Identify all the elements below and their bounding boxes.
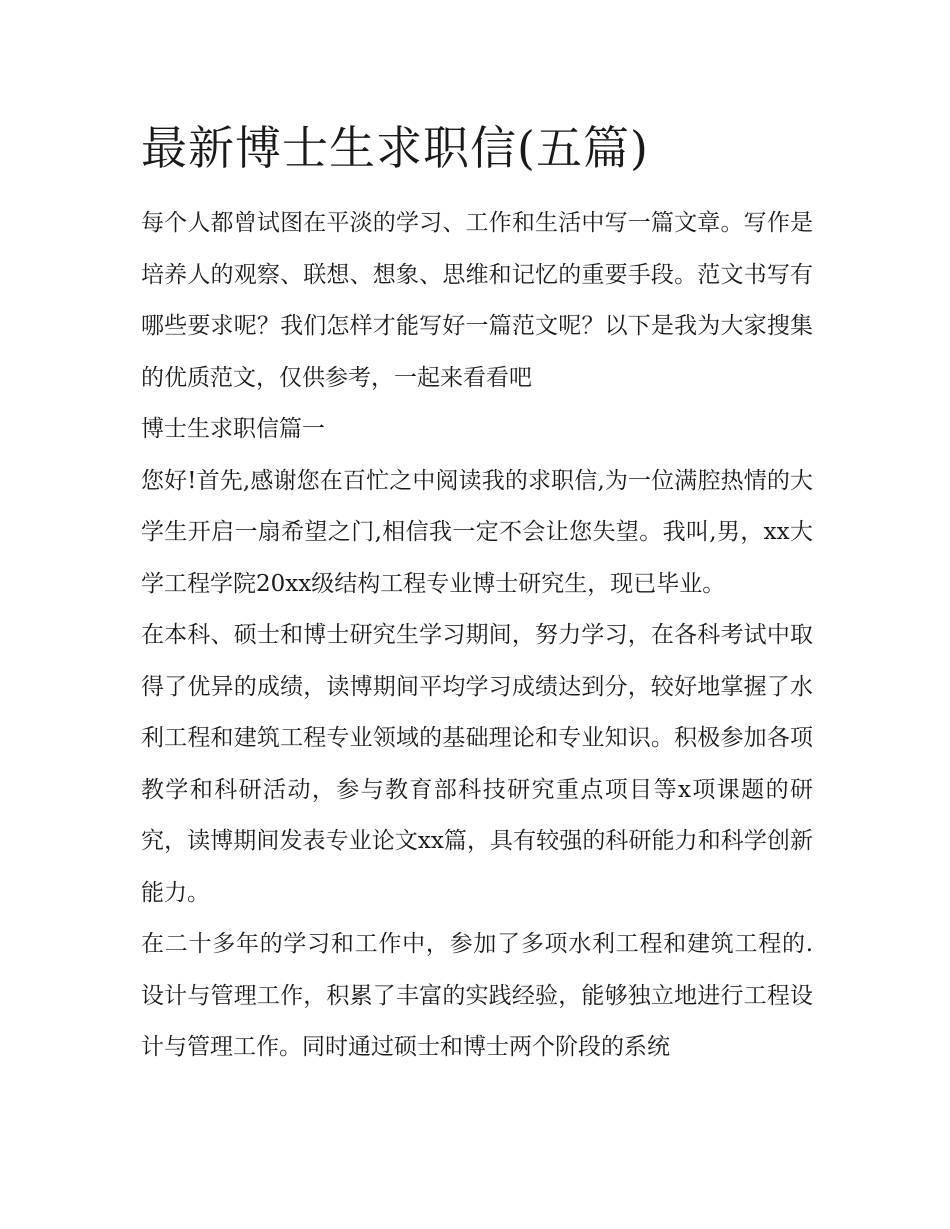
section-heading: 博士生求职信篇一 (141, 416, 325, 442)
document-page (141, 112, 813, 1074)
body-paragraph-3: 在二十多年的学习和工作中，参加了多项水利工程和建筑工程的.设计与管理工作，积累了丰富的实践经验，能够独立地进行工程设计与管理工作。同时通过硕士和博士两个阶段的系统 (141, 931, 813, 1060)
document-title: 最新博士生求职信(五篇) (141, 121, 649, 175)
body-paragraph-1: 您好!首先,感谢您在百忙之中阅读我的求职信,为一位满腔热情的大学生开启一扇希望之门,相信我一定不会让您失望。我叫,男，xx大学工程学院20xx级结构工程专业博士研究生，现已毕业。 (141, 467, 813, 597)
intro-paragraph: 每个人都曾试图在平淡的学习、工作和生活中写一篇文章。写作是培养人的观察、联想、想象、思维和记忆的重要手段。范文书写有哪些要求呢？我们怎样才能写好一篇范文呢？以下是我为大家搜集的优质范文，仅供参考，一起来看看吧 (141, 210, 813, 391)
body-paragraph-2: 在本科、硕士和博士研究生学习期间，努力学习，在各科考试中取得了优异的成绩，读博期间平均学习成绩达到分，较好地掌握了水利工程和建筑工程专业领域的基础理论和专业知识。积极参加各项教学和科研活动，参与教育部科技研究重点项目等x项课题的研究，读博期间发表专业论文xx篇，具有较强的科研能力和科学创新能力。 (141, 622, 813, 906)
